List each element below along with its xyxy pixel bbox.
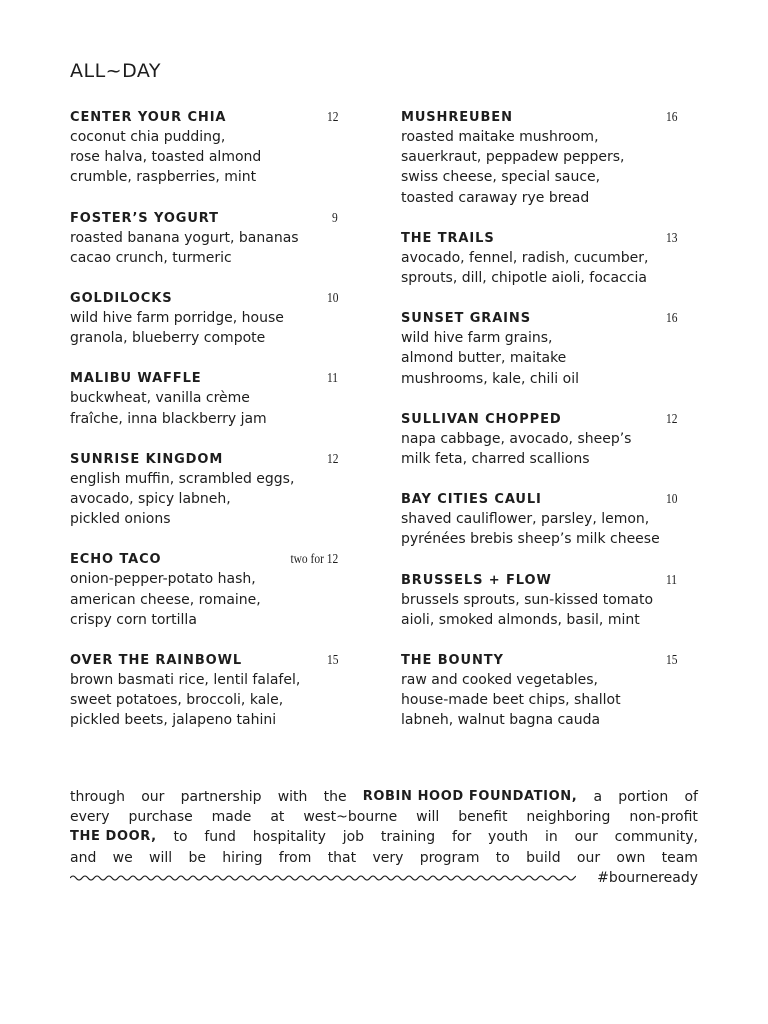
word: we	[112, 849, 133, 866]
word: to	[495, 849, 510, 866]
menu-item-name: GOLDILOCKS	[70, 291, 173, 307]
menu-item-price: 12	[665, 410, 677, 426]
menu-item	[401, 409, 677, 469]
description-line: milk feta, charred scallions	[401, 451, 590, 468]
word: in	[544, 829, 558, 846]
word: fund	[204, 829, 236, 846]
menu-item-price: 16	[665, 109, 677, 124]
description-line: crumble, raspberries, mint	[70, 169, 257, 186]
description-line: raw and cooked vegetables,	[401, 672, 599, 689]
word: purchase	[128, 809, 193, 826]
menu-item	[70, 549, 338, 630]
word: west~bourne	[303, 809, 398, 826]
menu-column-right	[401, 107, 677, 751]
menu-item-name: SULLIVAN CHOPPED	[401, 411, 562, 427]
description-line: roasted maitake mushroom,	[401, 129, 599, 145]
menu-item	[401, 228, 677, 288]
menu-item-header	[401, 489, 677, 509]
description-line: brown basmati rice, lentil falafel,	[70, 672, 301, 689]
description-line: mushrooms, kale, chili oil	[401, 370, 579, 387]
menu-item-name: BAY CITIES CAULI	[401, 492, 542, 508]
word: hiring	[222, 849, 263, 866]
menu-item-description	[70, 569, 338, 630]
partnership-note	[70, 787, 698, 888]
wavy-divider	[70, 872, 576, 884]
description-line: sauerkraut, peppadew peppers,	[401, 149, 625, 166]
word: for	[451, 829, 472, 846]
hashtag: #bourneready	[597, 869, 698, 886]
menu-item	[401, 489, 677, 549]
menu-item-price: 11	[665, 571, 677, 587]
menu-item-header	[70, 650, 338, 670]
menu-item-price: 15	[665, 652, 677, 668]
page-title: ALL~DAY	[70, 60, 162, 82]
menu-item-price: 12	[326, 109, 338, 124]
menu-item	[70, 449, 338, 530]
menu-item-description	[401, 328, 677, 389]
menu-item-price: 10	[326, 290, 338, 306]
menu-item-price: 15	[326, 652, 338, 668]
description-line: wild hive farm porridge, house	[70, 310, 284, 327]
partnership-line	[70, 827, 698, 847]
menu-item-header	[401, 228, 677, 248]
menu-item-name: THE TRAILS	[401, 230, 495, 246]
menu-item-header	[70, 208, 338, 228]
menu-item-price: 13	[665, 229, 677, 245]
menu-item-header	[401, 570, 677, 590]
menu-item-description	[401, 248, 677, 288]
description-line: crispy corn tortilla	[70, 611, 197, 628]
highlighted-name: THE DOOR,	[70, 829, 157, 845]
word: community,	[614, 829, 698, 846]
description-line: toasted caraway rye bread	[401, 189, 590, 206]
menu-item	[401, 308, 677, 389]
word: made	[211, 809, 252, 826]
description-line: avocado, fennel, radish, cucumber,	[401, 249, 649, 266]
word: youth	[488, 829, 529, 846]
description-line: cacao crunch, turmeric	[70, 249, 232, 266]
description-line: pyrénées brebis sheep’s milk cheese	[401, 531, 660, 548]
menu-item-name: OVER THE RAINBOWL	[70, 653, 243, 669]
description-line: pickled onions	[70, 511, 171, 528]
description-line: house-made beet chips, shallot	[401, 692, 621, 709]
word: hospitality	[252, 829, 326, 846]
word: job	[342, 829, 365, 846]
word: our	[141, 789, 165, 805]
word: through	[70, 789, 126, 805]
menu-item-price: two for 12	[290, 551, 338, 567]
word: non-profit	[629, 809, 698, 826]
menu-item-description	[401, 590, 677, 630]
description-line: american cheese, romaine,	[70, 591, 261, 608]
menu-item-price: 11	[326, 370, 338, 386]
menu-item-description	[401, 127, 677, 208]
menu-item	[401, 107, 677, 208]
word: that	[327, 849, 357, 866]
description-line: napa cabbage, avocado, sheep’s	[401, 430, 632, 447]
word: every	[70, 809, 110, 826]
word: from	[278, 849, 312, 866]
word: with	[277, 789, 308, 805]
word: portion	[618, 789, 669, 805]
word: our	[574, 829, 598, 846]
menu-item	[70, 288, 338, 348]
description-line: granola, blueberry compote	[70, 330, 266, 347]
menu-item-header	[70, 549, 338, 569]
description-line: onion-pepper-potato hash,	[70, 571, 256, 588]
word: a	[593, 789, 603, 805]
description-line: sprouts, dill, chipotle aioli, focaccia	[401, 270, 647, 287]
description-line: brussels sprouts, sun-kissed tomato	[401, 591, 654, 608]
menu-item-name: FOSTER’S YOGURT	[70, 210, 219, 226]
menu-item-header	[70, 368, 338, 388]
word: neighboring	[526, 809, 611, 826]
description-line: buckwheat, vanilla crème	[70, 390, 250, 407]
word: to	[173, 829, 188, 846]
description-line: rose halva, toasted almond	[70, 149, 262, 166]
word: of	[684, 789, 698, 805]
word: team	[661, 849, 698, 866]
menu-item	[401, 570, 677, 630]
description-line: roasted banana yogurt, bananas	[70, 229, 299, 246]
menu-item-description	[70, 388, 338, 428]
word: build	[526, 849, 561, 866]
menu-item-price: 9	[332, 209, 338, 225]
partnership-line	[70, 848, 698, 868]
word: be	[188, 849, 206, 866]
menu-item-description	[70, 228, 338, 268]
menu-item	[70, 107, 338, 188]
word: training	[380, 829, 436, 846]
menu-item-price: 16	[665, 310, 677, 326]
menu-item-description	[70, 670, 338, 731]
description-line: shaved cauliflower, parsley, lemon,	[401, 511, 650, 528]
word: benefit	[458, 809, 508, 826]
menu-item-description	[70, 469, 338, 530]
partnership-line	[70, 787, 698, 807]
description-line: coconut chia pudding,	[70, 129, 226, 145]
description-line: wild hive farm grains,	[401, 330, 553, 347]
menu-item-header	[70, 449, 338, 469]
menu-column-left	[70, 107, 338, 751]
word: the	[323, 789, 347, 805]
description-line: aioli, smoked almonds, basil, mint	[401, 611, 640, 628]
word: partnership	[180, 789, 262, 805]
word: own	[616, 849, 646, 866]
description-line: english muffin, scrambled eggs,	[70, 470, 295, 487]
menu-item-header	[70, 288, 338, 308]
description-line: sweet potatoes, broccoli, kale,	[70, 692, 284, 709]
word: program	[419, 849, 480, 866]
word: very	[372, 849, 404, 866]
menu-item-description	[401, 429, 677, 469]
menu-item-description	[401, 509, 677, 549]
menu-item	[70, 368, 338, 428]
menu-item-price: 10	[665, 491, 677, 507]
menu-item-description	[70, 127, 338, 188]
description-line: labneh, walnut bagna cauda	[401, 712, 601, 729]
menu-item-name: MUSHREUBEN	[401, 110, 513, 125]
menu-item-name: THE BOUNTY	[401, 653, 504, 669]
description-line: pickled beets, jalapeno tahini	[70, 712, 277, 729]
description-line: avocado, spicy labneh,	[70, 491, 231, 508]
menu-item-description	[401, 670, 677, 731]
description-line: almond butter, maitake	[401, 350, 567, 367]
menu-item-header	[401, 107, 677, 127]
menu-item-name: SUNSET GRAINS	[401, 311, 531, 327]
word: our	[576, 849, 601, 866]
menu-item-name: MALIBU WAFFLE	[70, 371, 202, 387]
menu-item-name: SUNRISE KINGDOM	[70, 451, 224, 467]
menu-item-header	[70, 107, 338, 127]
description-line: fraîche, inna blackberry jam	[70, 410, 267, 427]
menu-item-description	[70, 308, 338, 348]
menu-item	[401, 650, 677, 731]
menu-item-name: CENTER YOUR CHIA	[70, 110, 227, 125]
menu-item-name: BRUSSELS + FLOW	[401, 572, 552, 588]
menu-item	[70, 208, 338, 268]
word: and	[70, 849, 97, 866]
partnership-line	[70, 807, 698, 827]
menu-item-price: 12	[326, 450, 338, 466]
menu-item-name: ECHO TACO	[70, 552, 162, 568]
menu-item-header	[401, 409, 677, 429]
word: at	[270, 809, 285, 826]
menu-item-header	[401, 308, 677, 328]
word: will	[149, 849, 173, 866]
menu-item-header	[401, 650, 677, 670]
highlighted-name: ROBIN HOOD FOUNDATION,	[362, 789, 578, 804]
word: will	[416, 809, 440, 826]
footer-signoff	[70, 868, 698, 888]
description-line: swiss cheese, special sauce,	[401, 169, 601, 186]
menu-item	[70, 650, 338, 731]
